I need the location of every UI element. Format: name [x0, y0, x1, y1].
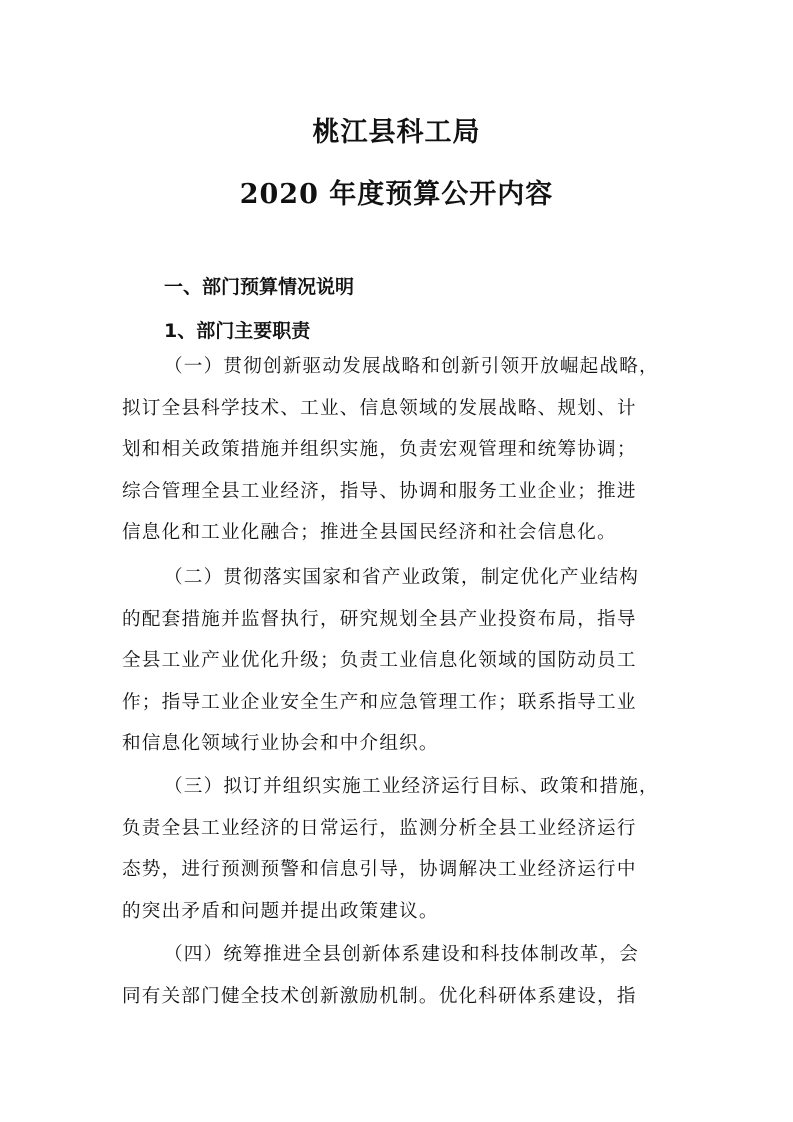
paragraph-line: 划和相关政策措施并组织实施，负责宏观管理和统筹协调； [122, 439, 637, 460]
paragraph-line: 的突出矛盾和问题并提出政策建议。 [122, 900, 439, 922]
paragraph-4 [122, 934, 682, 1017]
paragraph-line: 的配套措施并监督执行，研究规划全县产业投资布局，指导 [122, 608, 637, 630]
paragraph-line: 信息化和工业化融合；推进全县国民经济和社会信息化。 [122, 522, 617, 543]
paragraph-3 [122, 766, 682, 932]
subsection-heading: 1、部门主要职责 [164, 320, 311, 342]
paragraph-line: 同有关部门健全技术创新激励机制。优化科研体系建设，指 [122, 985, 637, 1007]
document-title-line1: 桃江县科工局 [312, 117, 481, 148]
document-title-line2: 2020 年度预算公开内容 [239, 179, 554, 210]
paragraph-1 [122, 346, 682, 554]
paragraph-line: 全县工业产业优化升级；负责工业信息化领域的国防动员工 [122, 650, 637, 671]
section-heading: 一、部门预算情况说明 [164, 276, 355, 298]
paragraph-line: 综合管理全县工业经济，指导、协调和服务工业企业；推进 [122, 480, 637, 502]
paragraph-2 [122, 557, 682, 765]
paragraph-line: 拟订全县科学技术、工业、信息领域的发展战略、规划、计 [122, 397, 637, 419]
paragraph-line: （二）贯彻落实国家和省产业政策，制定优化产业结构 [164, 567, 640, 588]
paragraph-line: 和信息化领域行业协会和中介组织。 [122, 733, 439, 754]
paragraph-line: （四）统筹推进全县创新体系建设和科技体制改革，会 [164, 944, 640, 965]
paragraph-line: 负责全县工业经济的日常运行，监测分析全县工业经济运行 [122, 817, 637, 839]
paragraph-line: 作；指导工业企业安全生产和应急管理工作；联系指导工业 [122, 691, 637, 713]
paragraph-line: （一）贯彻创新驱动发展战略和创新引领开放崛起战略， [164, 356, 659, 377]
paragraph-line: （三）拟订并组织实施工业经济运行目标、政策和措施， [164, 776, 659, 797]
paragraph-line: 态势，进行预测预警和信息引导，协调解决工业经济运行中 [122, 859, 637, 880]
